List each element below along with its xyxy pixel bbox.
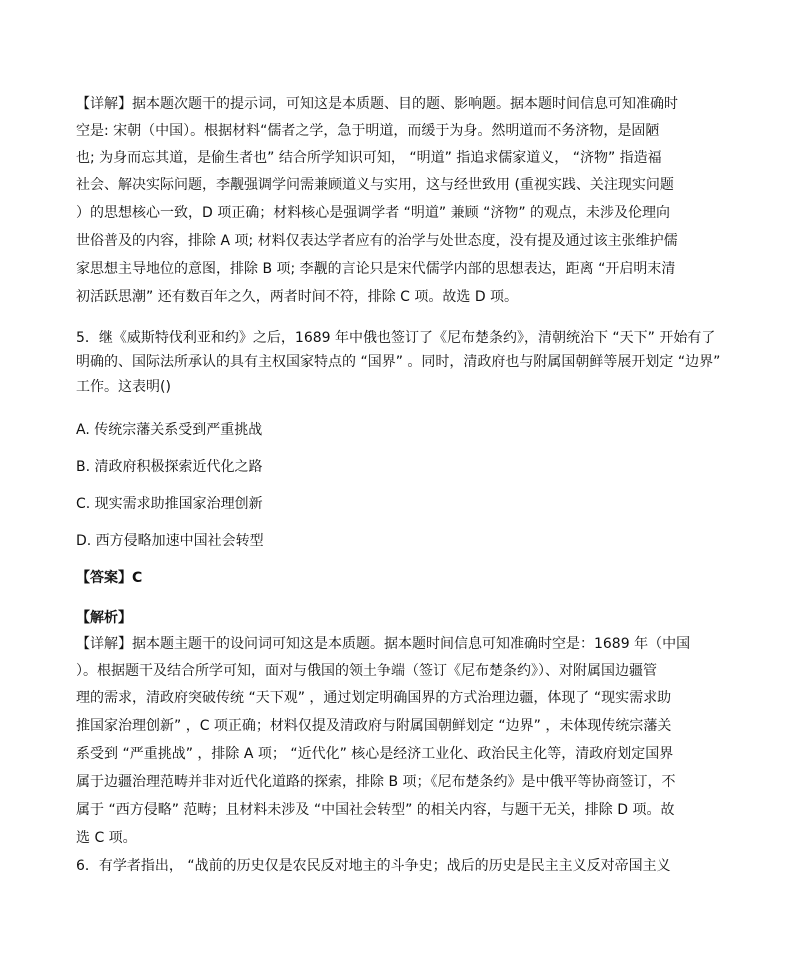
- analysis-top-line-4: 社会、解决实际问题，李觏强调学问需兼顾道义与实用，这与经世致用 (重视实践、关注现实问题: [76, 177, 674, 193]
- analysis-top-line-8: 初活跃思潮” 还有数百年之久，两者时间不符，排除 C 项。故选 D 项。: [76, 289, 519, 305]
- question5-analysis-heading: 【解析】: [76, 610, 132, 626]
- question5-stem-line-2: 明确的、国际法所承认的具有主权国家特点的 “国界” 。同时，清政府也与附属国朝鲜等展开划定 “边界”: [76, 354, 721, 370]
- question5-analysis-line-2: ）。根据题干及结合所学可知，面对与俄国的领土争端（签订《尼布楚条约》）、对附属国边疆管: [76, 663, 657, 679]
- analysis-top-line-7: 家思想主导地位的意图，排除 B 项; 李觏的言论只是宋代儒学内部的思想表达，距离 “开启明末清: [76, 261, 676, 277]
- question5-option-b: B. 清政府积极探索近代化之路: [76, 459, 263, 475]
- analysis-top-line-1: 【详解】据本题次题干的提示词，可知这是本质题、目的题、影响题。据本题时间信息可知准确时: [76, 96, 678, 112]
- question5-analysis-line-3: 理的需求，清政府突破传统 “天下观” ，通过划定明确国界的方式治理边疆，体现了 “现实需求助: [76, 690, 672, 706]
- question5-option-c: C. 现实需求助推国家治理创新: [76, 496, 263, 512]
- question5-answer: 【答案】C: [76, 570, 143, 586]
- question5-analysis-line-1: 【详解】据本题主题干的设问词可知这是本质题。据本题时间信息可知准确时空是：1689 年（中国: [76, 636, 691, 652]
- analysis-top-line-2: 空是: 宋朝（中国）。根据材料“儒者之学，急于明道，而缓于为身。然明道而不务济物，是固陋: [76, 123, 660, 139]
- question5-analysis-line-7: 属于 “西方侵略” 范畴；且材料未涉及 “中国社会转型” 的相关内容，与题干无关，排除 D 项。故: [76, 802, 675, 818]
- question5-option-d: D. 西方侵略加速中国社会转型: [76, 533, 264, 549]
- question5-analysis-line-6: 属于边疆治理范畴并非对近代化道路的探索，排除 B 项；《尼布楚条约》是中俄平等协商签订，不: [76, 774, 676, 790]
- question5-analysis-line-4: 推国家治理创新” ，C 项正确；材料仅提及清政府与附属国朝鲜划定 “边界” ，未体现传统宗藩关: [76, 718, 672, 734]
- question6-stem-line-1: 6．有学者指出， “战前的历史仅是农民反对地主的斗争史；战后的历史是民主主义反对帝国主义: [76, 858, 671, 874]
- question5-stem-line-3: 工作。这表明(): [76, 379, 171, 395]
- analysis-top-line-3: 也; 为身而忘其道，是偷生者也” 结合所学知识可知， “明道” 指追求儒家道义， “济物” 指造福: [76, 150, 662, 166]
- question5-stem-line-1: 5．继《威斯特伐利亚和约》之后，1689 年中俄也签订了《尼布楚条约》，清朝统治下 “天下” 开始有了: [76, 330, 716, 346]
- question5-analysis-line-8: 选 C 项。: [76, 830, 137, 846]
- analysis-top-line-6: 世俗普及的内容，排除 A 项; 材料仅表达学者应有的治学与处世态度，没有提及通过该主张维护儒: [76, 233, 678, 249]
- question5-analysis-line-5: 系受到 “严重挑战” ，排除 A 项； “近代化” 核心是经济工业化、政治民主化等，清政府划定国界: [76, 746, 674, 762]
- analysis-top-line-5: ）的思想核心一致，D 项正确；材料核心是强调学者 “明道” 兼顾 “济物” 的观点，未涉及伦理向: [76, 205, 671, 221]
- question5-option-a: A. 传统宗藩关系受到严重挑战: [76, 422, 263, 438]
